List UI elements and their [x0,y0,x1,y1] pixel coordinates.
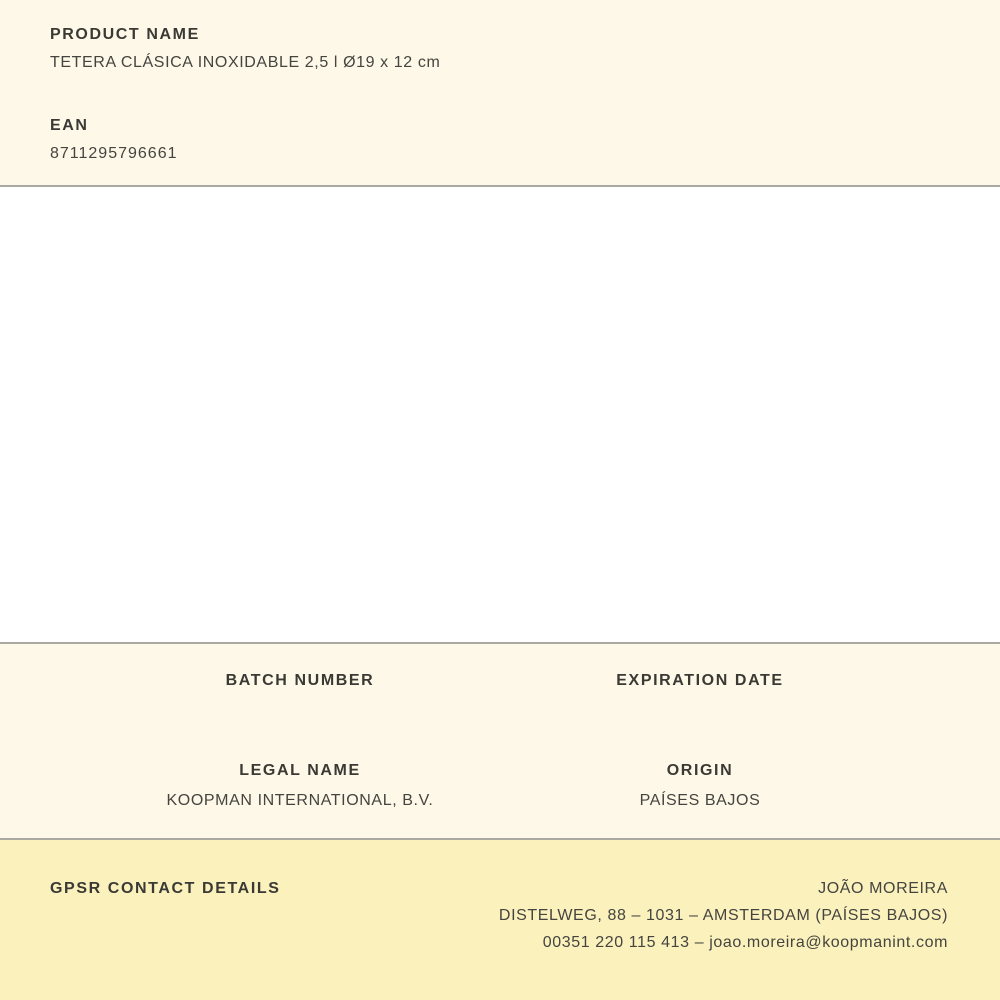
batch-number-field [100,673,500,721]
legal-name-value: KOOPMAN INTERNATIONAL, B.V. [166,792,434,809]
product-image-area [0,187,1000,644]
gpsr-contact-lines [499,881,948,951]
contact-address: DISTELWEG, 88 – 1031 – AMSTERDAM (PAÍSES BAJOS) [498,907,948,924]
product-name-field [50,27,950,72]
batch-number-value [100,701,500,721]
details-row-legal-origin [100,763,900,811]
gpsr-contact-section [0,840,1000,1000]
legal-name-label: LEGAL NAME [239,762,361,779]
origin-value: PAÍSES BAJOS [639,792,761,809]
legal-name-field [100,763,500,811]
expiration-date-label: EXPIRATION DATE [616,672,784,689]
batch-number-label: BATCH NUMBER [225,672,375,689]
product-name-value: TETERA CLÁSICA INOXIDABLE 2,5 l Ø19 x 12 cm [50,54,441,71]
ean-value: 8711295796661 [50,145,178,162]
origin-label: ORIGIN [666,762,734,779]
product-header-section [0,0,1000,187]
origin-field [500,763,900,811]
ean-field [50,118,950,163]
details-row-batch-expiration [100,673,900,721]
gpsr-contact-heading: GPSR CONTACT DETAILS [50,880,281,897]
product-name-label: PRODUCT NAME [50,26,200,43]
product-details-section [0,644,1000,840]
expiration-date-value [500,701,900,721]
expiration-date-field [500,673,900,721]
contact-person-name: JOÃO MOREIRA [818,880,948,897]
contact-phone-email: 00351 220 115 413 – joao.moreira@koopmanint.com [542,934,948,951]
ean-label: EAN [50,117,89,134]
